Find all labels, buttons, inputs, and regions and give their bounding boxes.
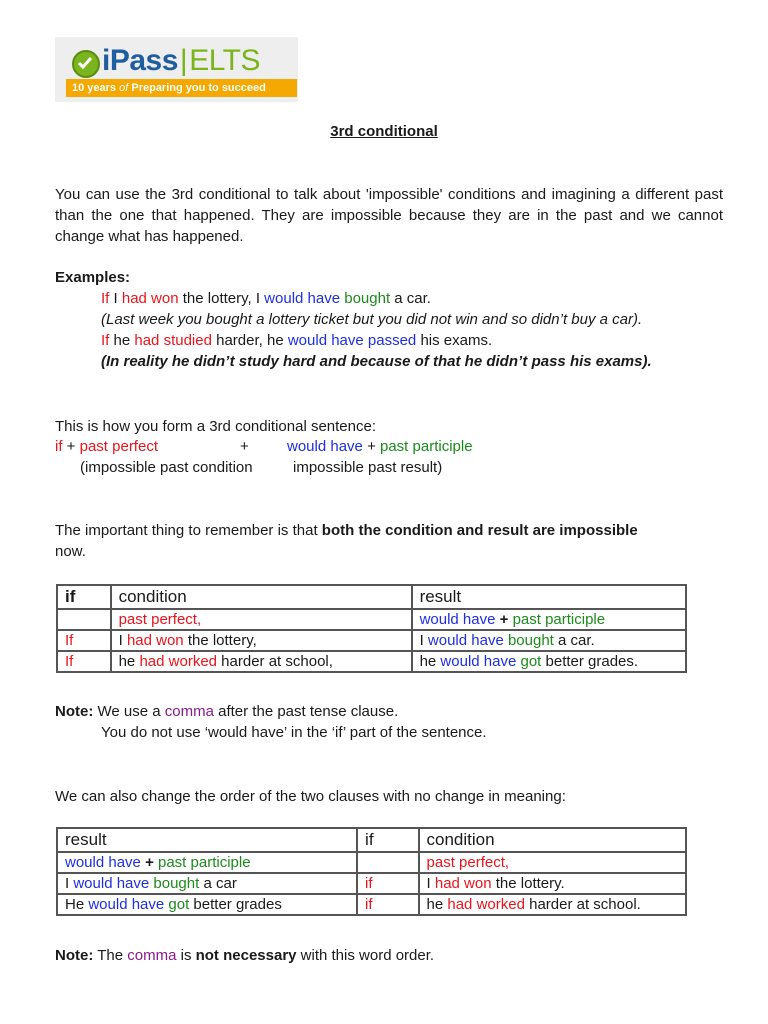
conditional-table: [56, 584, 687, 673]
form-would-have-pp: would have + past participle: [287, 438, 473, 455]
form-condition-label: (impossible past condition: [80, 459, 253, 476]
table-header-row: [57, 828, 686, 852]
example-1-note: (Last week you bought a lottery ticket but you did not win and so didn’t buy a car).: [101, 311, 643, 328]
example-2-note: (In reality he didn’t study hard and because of that he didn’t pass his exams).: [101, 353, 652, 370]
form-plus: +: [240, 438, 249, 455]
header-if: if: [57, 585, 111, 609]
cell-if: if: [357, 894, 418, 915]
cell-result: would have + past participle: [57, 852, 357, 873]
table-row: [57, 852, 686, 873]
example-2: If he had studied harder, he would have passed his exams.: [101, 332, 493, 349]
header-result: result: [57, 828, 357, 852]
example-1: If I had won the lottery, I would have bought a car.: [101, 290, 431, 307]
cell-result: I would have bought a car: [57, 873, 357, 894]
form-intro: This is how you form a 3rd conditional sentence:: [55, 418, 376, 435]
intro-paragraph: You can use the 3rd conditional to talk about 'impossible' conditions and imagining a different past than the one that happened. They are impossible because they are in the past and we cannot change what has happened.: [55, 186, 723, 245]
logo-wordmark: iPass|ELTS: [102, 44, 261, 77]
important-line: The important thing to remember is that both the condition and result are impossible: [55, 522, 638, 539]
check-icon: [72, 50, 100, 78]
ipass-ielts-logo: [55, 37, 298, 102]
table-header-row: [57, 585, 686, 609]
table-row: [57, 873, 686, 894]
logo-tagline: 10 years of Preparing you to succeed: [66, 79, 297, 97]
form-result-label: impossible past result): [293, 459, 443, 476]
cell-result: he would have got better grades.: [412, 651, 686, 672]
form-if-past-perfect: if + past perfect: [55, 438, 158, 455]
cell-if: [357, 852, 418, 873]
cell-condition: he had worked harder at school.: [419, 894, 686, 915]
note-word-order: Note: The comma is not necessary with this word order.: [55, 947, 435, 964]
cell-if: if: [357, 873, 418, 894]
cell-if: If: [57, 651, 111, 672]
table-row: [57, 630, 686, 651]
cell-condition: I had won the lottery.: [419, 873, 686, 894]
cell-condition: he had worked harder at school,: [111, 651, 412, 672]
header-condition: condition: [111, 585, 412, 609]
cell-result: He would have got better grades: [57, 894, 357, 915]
cell-if: If: [57, 630, 111, 651]
page-title: 3rd conditional: [330, 123, 438, 140]
cell-result: would have + past participle: [412, 609, 686, 630]
cell-if: [57, 609, 111, 630]
header-result: result: [412, 585, 686, 609]
table-row: [57, 894, 686, 915]
cell-condition: past perfect,: [111, 609, 412, 630]
important-line-2: now.: [55, 543, 86, 560]
header-if: if: [357, 828, 418, 852]
header-condition: condition: [419, 828, 686, 852]
note-would-have: You do not use ‘would have’ in the ‘if’ part of the sentence.: [101, 724, 487, 741]
cell-result: I would have bought a car.: [412, 630, 686, 651]
reordered-table: [56, 827, 687, 916]
table-row: [57, 651, 686, 672]
order-text: We can also change the order of the two clauses with no change in meaning:: [55, 788, 566, 805]
note-comma: Note: We use a comma after the past tense clause.: [55, 703, 399, 720]
cell-condition: I had won the lottery,: [111, 630, 412, 651]
cell-condition: past perfect,: [419, 852, 686, 873]
table-row: [57, 609, 686, 630]
examples-heading: Examples:: [55, 269, 131, 286]
